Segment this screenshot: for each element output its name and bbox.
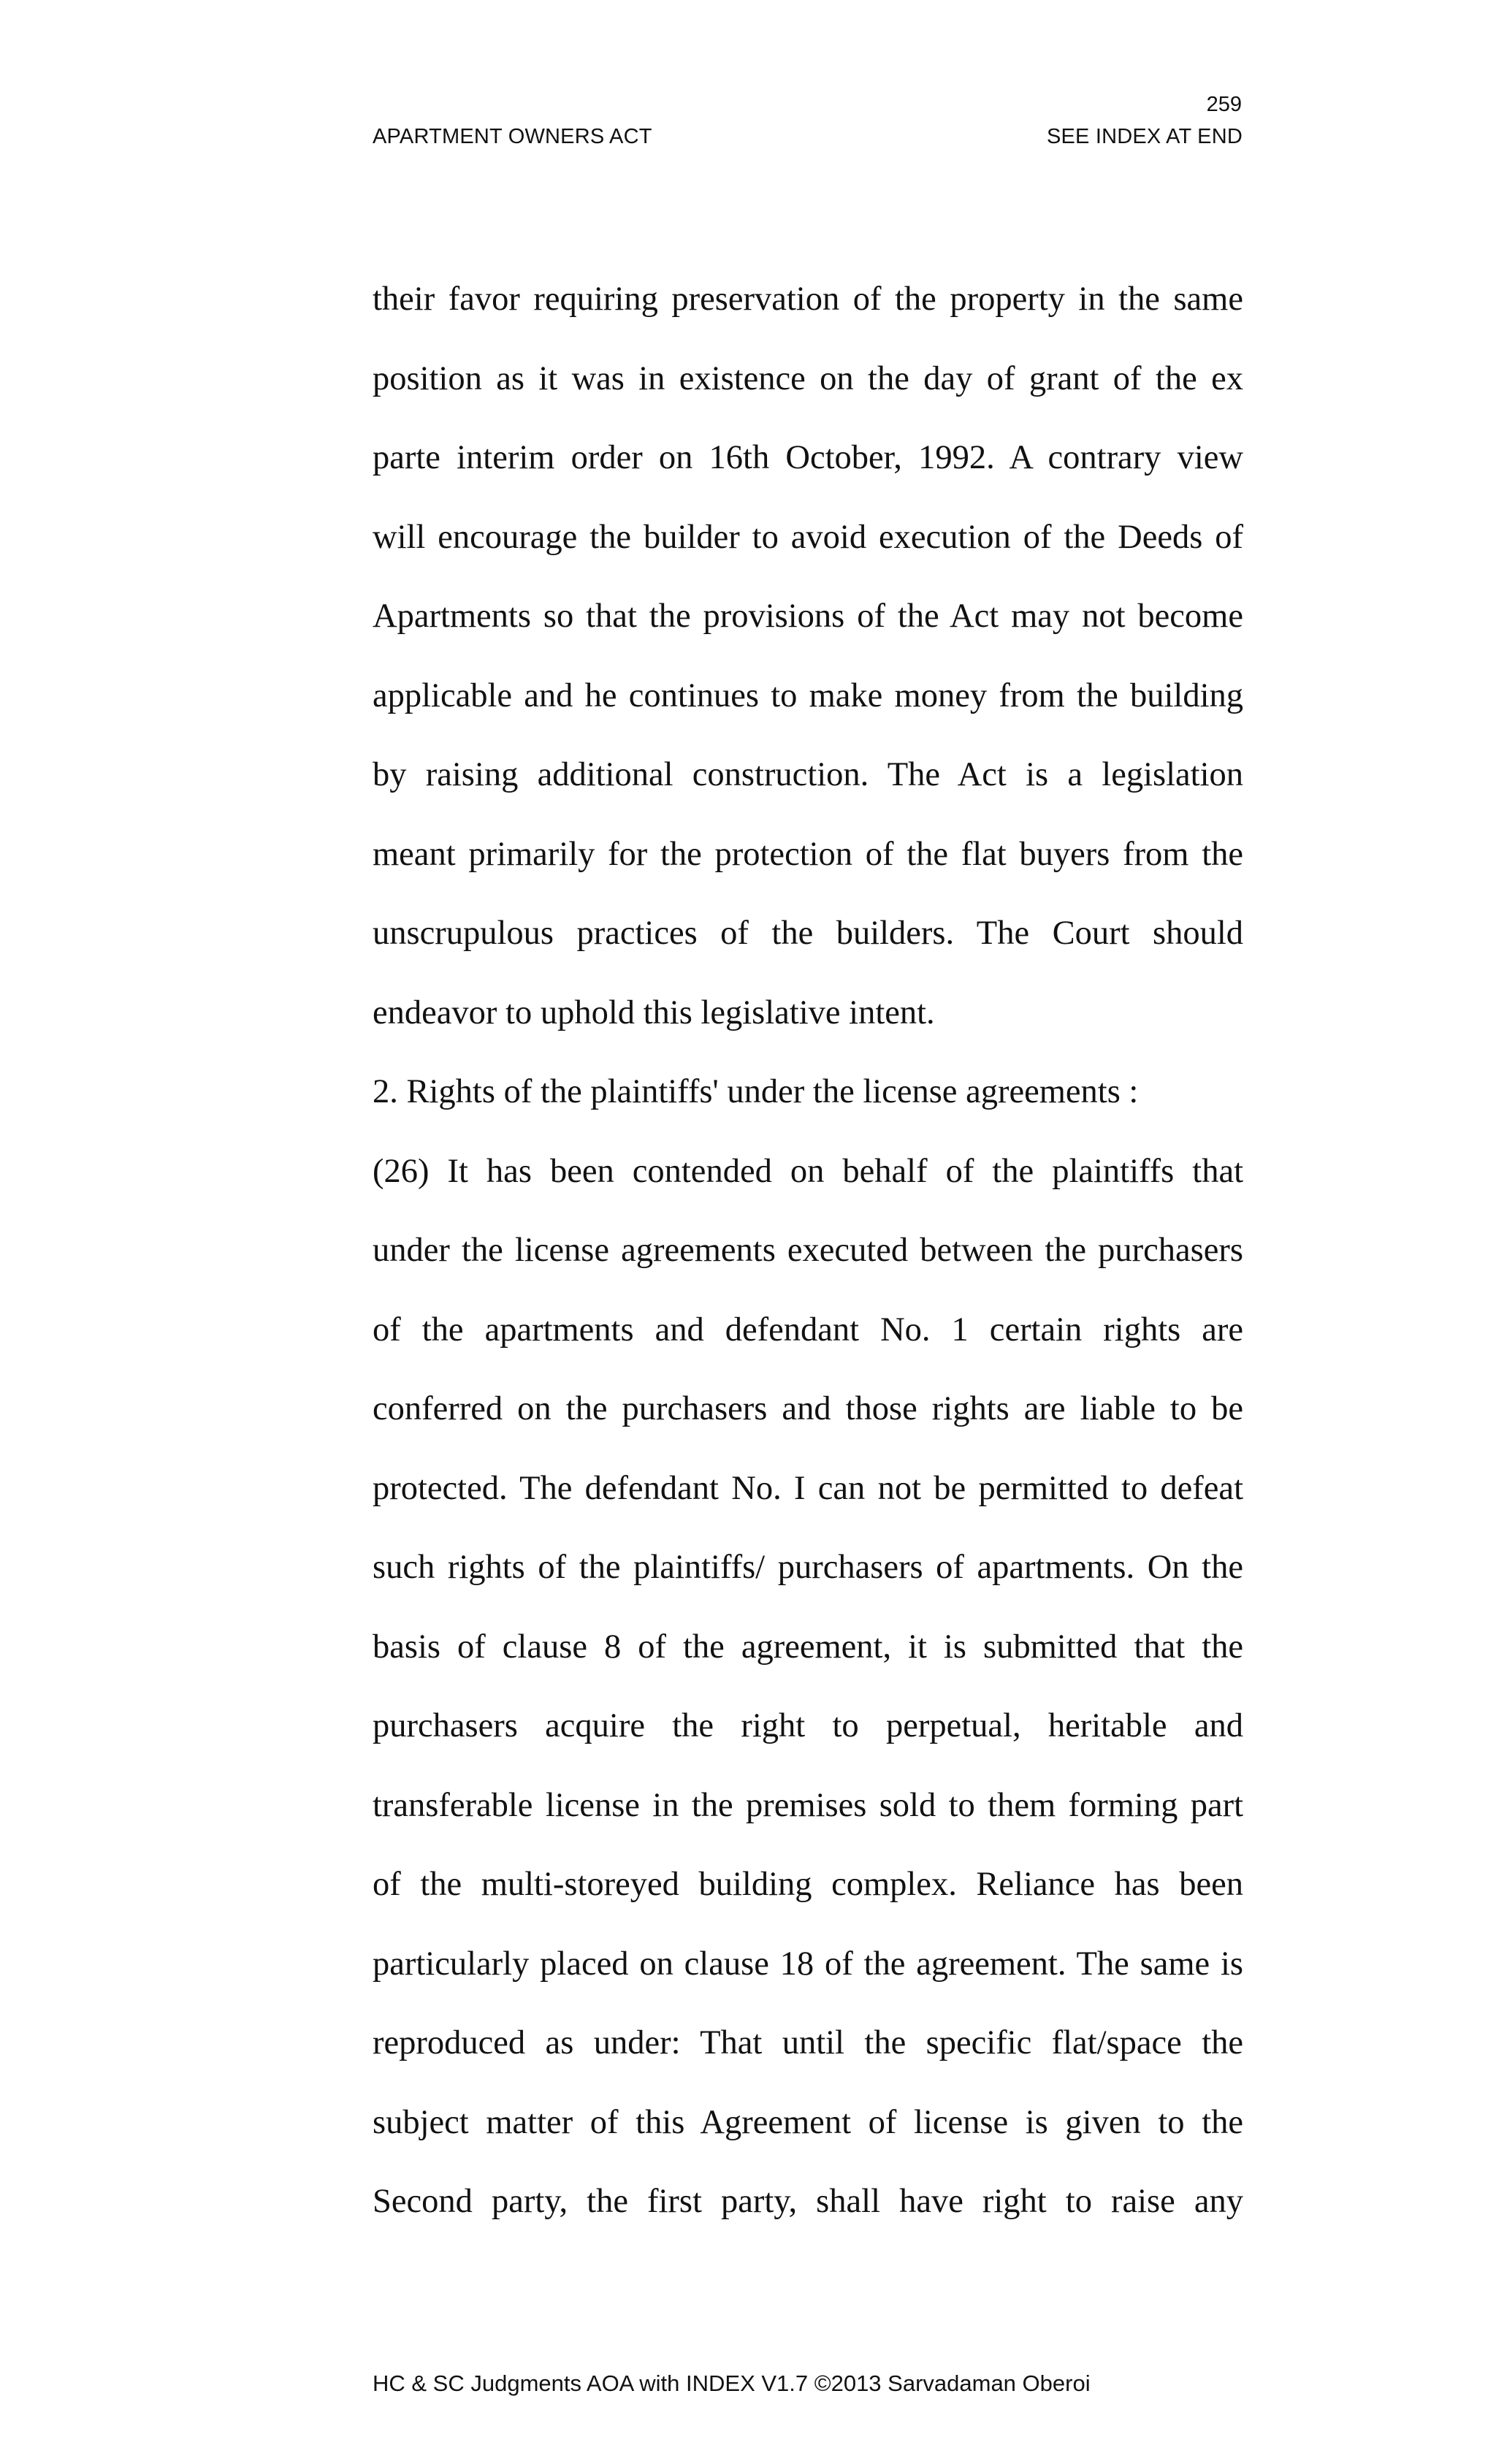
text-line: their favor requiring preservation of the property in the same bbox=[373, 281, 1243, 318]
text-line: of the apartments and defendant No. 1 certain rights are bbox=[373, 1311, 1243, 1349]
text-line: will encourage the builder to avoid execution of the Deeds of bbox=[373, 518, 1243, 556]
section-heading: 2. Rights of the plaintiffs' under the license agreements : bbox=[373, 1073, 1139, 1110]
text-line: applicable and he continues to make money from the building bbox=[373, 676, 1243, 714]
text-line: such rights of the plaintiffs/ purchasers of apartments. On the bbox=[373, 1549, 1243, 1586]
judgment-body-text bbox=[373, 260, 1243, 2242]
text-line: basis of clause 8 of the agreement, it is submitted that the bbox=[373, 1628, 1243, 1666]
text-line: under the license agreements executed between the purchasers bbox=[373, 1232, 1243, 1269]
text-line: endeavor to uphold this legislative intent. bbox=[373, 993, 935, 1031]
text-line: meant primarily for the protection of the flat buyers from the bbox=[373, 835, 1243, 873]
text-line: transferable license in the premises sold to them forming part bbox=[373, 1786, 1243, 1824]
page-number: 259 bbox=[1206, 93, 1242, 116]
text-line: Second party, the first party, shall have right to raise any bbox=[373, 2183, 1243, 2220]
text-line: (26) It has been contended on behalf of the plaintiffs that bbox=[373, 1152, 1243, 1190]
text-line: conferred on the purchasers and those rights are liable to be bbox=[373, 1390, 1243, 1427]
running-header-title: APARTMENT OWNERS ACT bbox=[373, 125, 652, 148]
text-line: position as it was in existence on the day of grant of the ex bbox=[373, 359, 1243, 397]
text-line: reproduced as under: That until the specific flat/space the bbox=[373, 2024, 1243, 2061]
text-line: unscrupulous practices of the builders. The Court should bbox=[373, 915, 1243, 952]
running-header-index-note: SEE INDEX AT END bbox=[1046, 125, 1243, 148]
footer-copyright: HC & SC Judgments AOA with INDEX V1.7 ©2013 Sarvadaman Oberoi bbox=[373, 2370, 1091, 2396]
text-line: purchasers acquire the right to perpetual, heritable and bbox=[373, 1707, 1243, 1744]
text-line: subject matter of this Agreement of license is given to the bbox=[373, 2103, 1243, 2141]
text-line: parte interim order on 16th October, 1992. A contrary view bbox=[373, 439, 1243, 476]
text-line: Apartments so that the provisions of the Act may not become bbox=[373, 598, 1243, 635]
text-line: particularly placed on clause 18 of the agreement. The same is bbox=[373, 1945, 1243, 1983]
text-line: by raising additional construction. The Act is a legislation bbox=[373, 756, 1243, 793]
text-line: protected. The defendant No. I can not be permitted to defeat bbox=[373, 1469, 1243, 1507]
text-line: of the multi-storeyed building complex. Reliance has been bbox=[373, 1866, 1243, 1903]
